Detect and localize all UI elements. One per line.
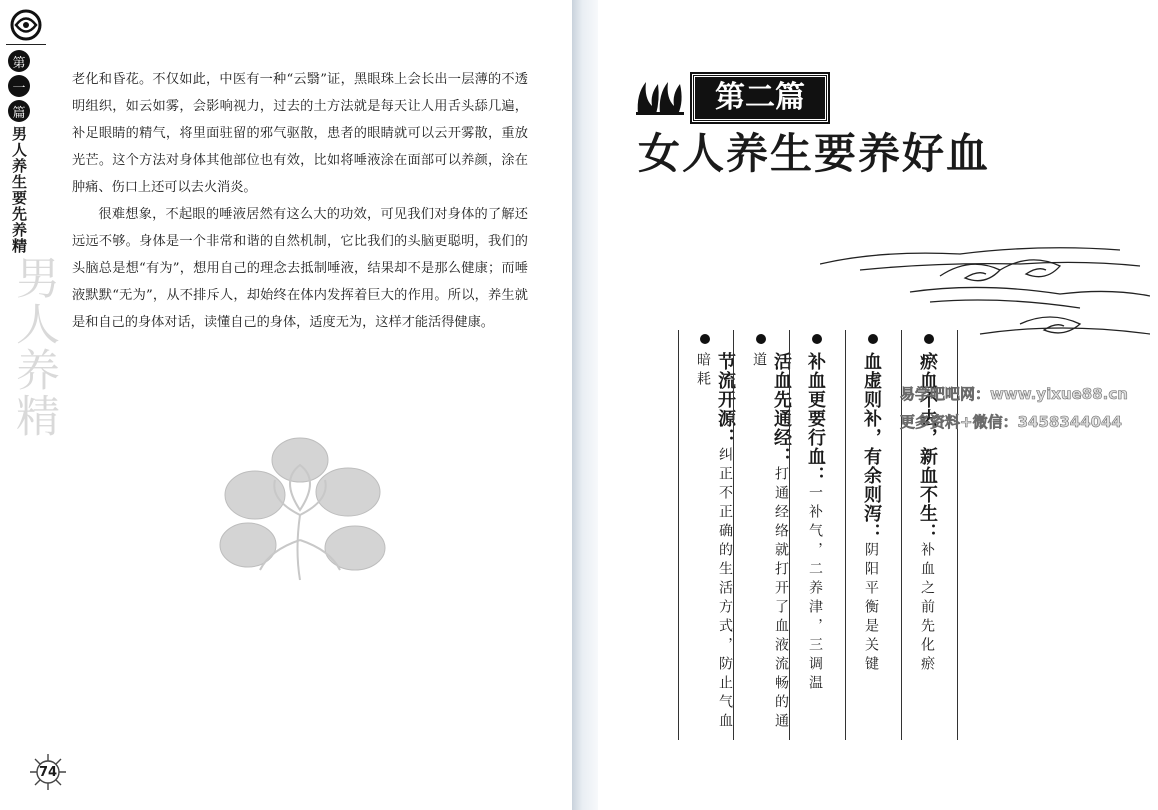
bullet-dot bbox=[868, 334, 878, 344]
chapter-badge: 篇 bbox=[8, 100, 30, 122]
chapter-badge: 第 bbox=[8, 50, 30, 72]
page-number: 74 bbox=[38, 764, 58, 780]
chapter-badge: 一 bbox=[8, 75, 30, 97]
topic-detail: 一补气，二养津，三调温 bbox=[807, 485, 823, 694]
topic-heading: 血虚则补，有余则泻： bbox=[861, 352, 882, 542]
part-label: 第二篇 bbox=[692, 74, 828, 122]
flame-ornament-icon bbox=[634, 76, 686, 116]
watermark bbox=[900, 380, 1156, 436]
knot-logo-icon bbox=[6, 8, 46, 42]
paragraph: 老化和昏花。不仅如此，中医有一种“云翳”证，黑眼珠上会长出一层薄的不透明组织，如云如雾，会影响视力，过去的土方法就是每天让人用舌头舔几遍，补足眼睛的精气，将里面驻留的邪气驱散，患者的眼睛就可以云开雾散，重放光芒。这个方法对身体其他部位也有效，比如将唾液涂在面部可以养颜，涂在肿痛、伤口上还可以去火消炎。 bbox=[72, 72, 528, 195]
topic-heading: 节流开源： bbox=[715, 352, 736, 447]
bullet-dot bbox=[924, 334, 934, 344]
watermark-line: 易学吧吧网：www.yixue88.cn bbox=[900, 385, 1128, 403]
topic-column bbox=[790, 330, 846, 740]
bullet-dot bbox=[756, 334, 766, 344]
topic-column bbox=[734, 330, 790, 740]
topic-detail: 打通经络就打开了血液流畅的通道 bbox=[751, 352, 789, 732]
chapter-badges bbox=[6, 50, 32, 125]
topic-detail: 纠正不正确的生活方式，防止气血暗耗 bbox=[695, 352, 733, 732]
header-rule bbox=[6, 44, 46, 45]
bullet-dot bbox=[812, 334, 822, 344]
topic-heading: 补血更要行血： bbox=[805, 352, 826, 485]
lotus-illustration-icon bbox=[200, 420, 400, 590]
topic-heading: 瘀血不去，新血不生： bbox=[917, 352, 938, 542]
bullet-dot bbox=[700, 334, 710, 344]
topic-detail: 补血之前先化瘀 bbox=[919, 542, 935, 675]
topic-heading: 活血先通经： bbox=[771, 352, 792, 466]
right-page bbox=[598, 0, 1158, 810]
running-head-title: 男人养生要先养精 bbox=[10, 126, 28, 254]
left-page bbox=[0, 0, 572, 810]
paragraph: 很难想象，不起眼的唾液居然有这么大的功效，可见我们对身体的了解还远远不够。身体是一个非常和谐的自然机制，它比我们的头脑更聪明，我们的头脑总是想“有为”，想用自己的理念去抵制唾液，结果却不是那么健康；而唾液默默“无为”，从不排斥人，却始终在体内发挥着巨大的作用。所以，养生就是和自己的身体对话，读懂自己的身体，适度无为，这样才能活得健康。 bbox=[72, 207, 528, 330]
topic-column bbox=[846, 330, 902, 740]
part-title: 女人养生要养好血 bbox=[638, 129, 991, 178]
watermark-line: 更多资料+微信：3458344044 bbox=[900, 413, 1122, 431]
ghost-title: 男人养精 bbox=[8, 255, 59, 439]
topic-column bbox=[678, 330, 734, 740]
topic-detail: 阴阳平衡是关键 bbox=[863, 542, 879, 675]
page-number-block bbox=[28, 752, 68, 792]
book-spine bbox=[572, 0, 598, 810]
body-text bbox=[72, 66, 528, 336]
